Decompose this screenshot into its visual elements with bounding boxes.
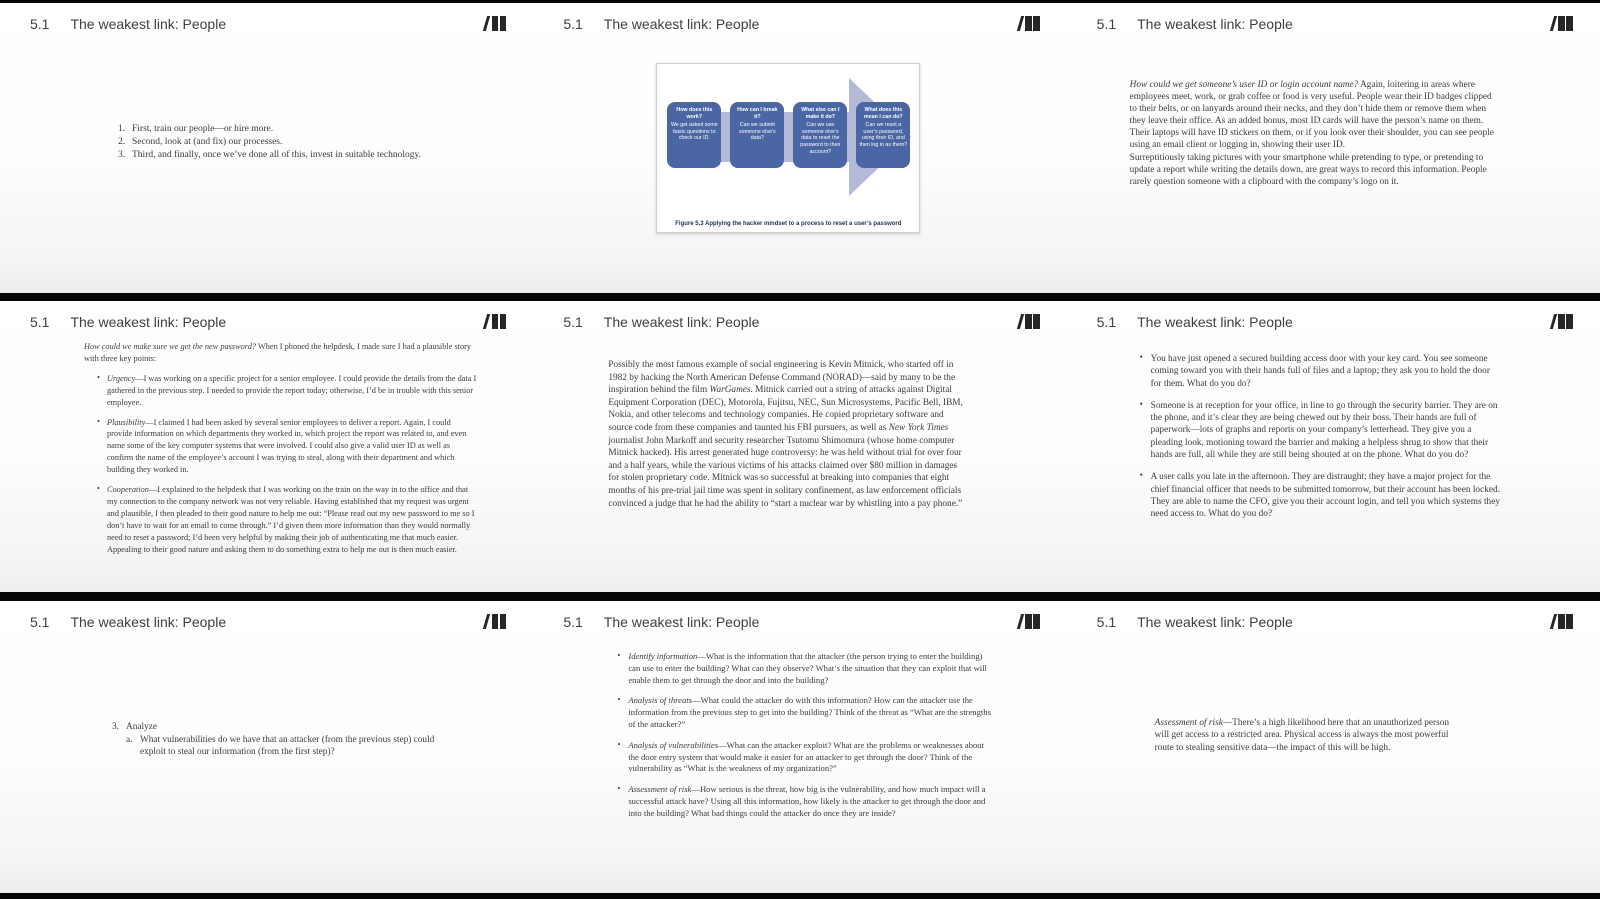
slide-thumbnail-9[interactable] — [1067, 601, 1600, 893]
bullet-text: —I explained to the helpdesk that I was working on the train on the way in to the office and that my connection to the company network was not very reliable. Having established that my request was urgent and plausible, I then pleaded to their good nature to help me out: “Please read out my new password to me so I don’t have to wait for an email to come through.” I’d given them more information than they would normally need to reset a password; I’d been very helpful by making their job of authenticating me that much easier. Appealing to their good nature and asking them to do something extra to help me out is then much easier. — [107, 485, 475, 554]
slide-header — [1097, 314, 1293, 330]
bullet-item — [616, 784, 996, 819]
paragraph-text: Possibly the most famous example of social engineering is Kevin Mitnick, who started off in 1982 by hacking the North American Defense Command (NORAD)—said by many to be the inspiration behind the film — [608, 360, 956, 396]
manning-logo-icon — [1552, 614, 1573, 629]
section-number: 5.1 — [563, 314, 583, 330]
body-text — [84, 341, 477, 556]
figure-5-3 — [656, 63, 920, 233]
slide-thumbnail-3[interactable] — [1067, 3, 1600, 293]
list-item — [118, 123, 466, 136]
italic-lead: Plausibility — [107, 417, 146, 427]
slide-thumbnail-8[interactable] — [533, 601, 1066, 893]
slide-title: The weakest link: People — [70, 314, 227, 330]
bullet-item — [96, 373, 477, 409]
list-item-text: Analyze — [126, 722, 157, 732]
sub-list-item — [126, 734, 457, 759]
slide-thumbnail-6[interactable] — [1067, 301, 1600, 592]
slide-header — [30, 314, 226, 330]
list-item-text: First, train our people—or hire more. — [132, 124, 274, 134]
slide-header — [563, 314, 759, 330]
figure-step-title: How does this work? — [676, 107, 713, 120]
section-number: 5.1 — [563, 16, 583, 32]
list-marker: 1. — [118, 124, 126, 134]
slide-thumbnail-1[interactable] — [0, 3, 533, 293]
bullet-text: —What could the attacker do with this information? How can the attacker use the information from the previous step to get into the building? Think of the threat as “What are the strengths of the attacker?” — [628, 695, 991, 729]
bullet-text: —I was working on a specific project for a senior employee. I could provide the details from the data I gathered in the previous step. I needed to provide the report today; otherwise, I’d be in trouble with this senior employee. — [107, 373, 477, 407]
italic-lead: Cooperation — [107, 485, 149, 495]
paragraph-text: Again, loitering in areas where employees meet, work, or grab coffee or food is very useful. People wear their ID badges clipped to their belts, or on lanyards around their necks, and they don’t hide them or remove them when they leave their office. As an added bonus, most ID cards will have the person’s name on them. — [1129, 80, 1492, 127]
manning-logo-icon — [1019, 614, 1040, 629]
manning-logo-icon — [1019, 314, 1040, 329]
slide-thumbnail-5[interactable] — [533, 301, 1066, 592]
slide-title: The weakest link: People — [1137, 16, 1293, 32]
italic-lead: How could we get someone’s user ID or login account name? — [1129, 80, 1359, 90]
body-text — [608, 359, 968, 510]
figure-step-title: How can I break it? — [737, 107, 778, 120]
paragraph-text: When I phoned the helpdesk, I made sure I had a plausible story with three key points: — [84, 342, 472, 363]
bullet-item — [96, 484, 477, 555]
film-title: WarGames — [709, 385, 751, 396]
slide-header — [563, 614, 759, 630]
manning-logo-icon — [1552, 314, 1573, 329]
list-item — [118, 149, 466, 162]
bullet-item — [616, 695, 996, 730]
divider-band — [0, 293, 1600, 301]
bullet-item: • Someone is at reception for your office, in line to go through the security barrier. They are on the phone, and it’s clear they are being chewed out by their boss. Their hands are full of paperwork—lots of graphs and reports on your company’s letterhead. They give you a pleading look, motioning toward the barrier and making a helpless shrug to show that their hands are full, all while they are still being shouted at on the phone. What do you do? — [1139, 400, 1501, 461]
paragraph: Surreptitiously taking pictures with your smartphone while pretending to type, or pretending to update a report while writing the details down, are great ways to record this information. People rarely question someone with a clipboard with the company’s logo on it. — [1129, 152, 1487, 187]
publication-title: New York Times — [888, 422, 949, 433]
slide-title: The weakest link: People — [1137, 614, 1293, 630]
section-number: 5.1 — [30, 614, 50, 630]
slide-row-1 — [0, 3, 1600, 293]
paragraph-text: journalist John Markoff and security researcher Tsutomu Shimomura (whose home computer Mitnick hacked). His arrest generated huge controversy: he was held without trial for over four and a half years, while the various victims of his attacks claimed over $80 million in damages for stolen proprietary code. Mitnick was so successful at breaking into companies that eight months of his pre-trial jail time was spent in solitary confinement, as law enforcement officials convinced a judge that he had the ability to “start a nuclear war by whistling into a pay phone.” — [608, 435, 963, 509]
bullet-text: —What can the attacker exploit? What are the problems or weaknesses about the door entry system that would make it easier for an attacker to get through the door? Think of the vulnerability as “What is the weakness of my organization?” — [628, 739, 984, 774]
figure-step-body: Can we use someone else’s data to reset the password to their account? — [800, 122, 841, 155]
slide-title: The weakest link: People — [70, 16, 227, 32]
figure-step-title: What else can I make it do? — [801, 107, 840, 120]
italic-lead: Identify information — [628, 651, 698, 661]
list-marker: 3. — [112, 722, 119, 732]
bullet-list — [616, 651, 996, 829]
slide-title: The weakest link: People — [603, 614, 760, 630]
figure-step-body: We get asked some basic questions to check our ID. — [670, 122, 718, 142]
slide-title: The weakest link: People — [70, 614, 227, 630]
section-number: 5.1 — [563, 614, 583, 630]
figure-step-body: Can we submit someone else’s data? — [738, 122, 776, 142]
manning-logo-icon — [1552, 16, 1573, 31]
italic-lead: Analysis of threats — [628, 695, 692, 706]
paragraph: Their laptops will have ID stickers on them, or if you look over their shoulder, you can see people using an email client or logging in, showing their user ID. — [1129, 128, 1494, 151]
bullet-item: • You have just opened a secured building access door with your key card. You see someone coming toward you with their hands full of files and a laptop; they ask you to hold the door for them. What do you do? — [1139, 353, 1501, 390]
figure-step-box — [793, 102, 847, 168]
list-item-text: Second, look at (and fix) our processes. — [132, 137, 283, 147]
slide-header — [563, 16, 759, 32]
list-item-text: Third, and finally, once we’ve done all of this, invest in suitable technology. — [132, 150, 421, 160]
manning-logo-icon — [485, 314, 506, 329]
list-item-text: What vulnerabilities do we have that an attacker (from the previous step) could exploit to steal our information (from the first step)? — [140, 734, 435, 757]
section-number: 5.1 — [1096, 614, 1117, 630]
slide-header — [1097, 614, 1293, 630]
italic-lead: How could we make sure we get the new password? — [84, 342, 256, 351]
figure-step-title: What does this mean I can do? — [864, 107, 903, 120]
paragraph — [1130, 79, 1496, 127]
divider-band — [0, 592, 1600, 601]
slide-title: The weakest link: People — [603, 16, 760, 32]
bullet-item — [616, 651, 996, 686]
manning-logo-icon — [485, 614, 506, 629]
section-number: 5.1 — [1096, 16, 1117, 32]
intro-paragraph — [84, 341, 477, 365]
body-text — [1130, 79, 1496, 188]
paragraph-text: —There’s a high likelihood here that an unauthorized person will get access to a restricted area. Physical access is always the most powerful route to stealing sensitive data—the impact of this will be high. — [1154, 718, 1449, 753]
slide-row-3 — [0, 601, 1600, 893]
italic-lead: Assessment of risk — [628, 784, 692, 795]
bullet-text: —I claimed I had been asked by several senior employees to deliver a report. Again, I could provide information on which departments they worked in, which project the report was related to, and even name some of the key computer systems that were involved. I could also give a valid user ID as well as confirm the name of the employee’s account I was trying to steal, along with their department and which building they worked in. — [107, 417, 467, 475]
slide-header — [30, 16, 226, 32]
slide-header — [1097, 16, 1293, 32]
section-number: 5.1 — [30, 314, 50, 330]
bullet-text: —How serious is the threat, how big is the vulnerability, and how much impact will a successful attack have? Using all this information, how likely is the attacker to get through the door and into the building? What bad things could the attacker do once they are inside? — [628, 784, 986, 818]
bullet-list — [1139, 353, 1501, 531]
slide-thumbnail-7[interactable] — [0, 601, 533, 893]
slide-header — [30, 614, 226, 630]
body-text — [1155, 717, 1457, 754]
list-marker: 3. — [118, 150, 126, 160]
italic-lead: Analysis of vulnerabilities — [628, 739, 719, 750]
bullet-text: —What is the information that the attacker (the person trying to enter the building) can use to enter the building? What can they observe? What’s the situation that they can exploit that will enable them to get through the door and into the building? — [628, 651, 987, 685]
list-marker: 2. — [118, 137, 126, 147]
ordered-list — [118, 123, 466, 162]
list-marker: a. — [126, 734, 133, 745]
list-item — [112, 721, 457, 734]
italic-lead: Assessment of risk — [1154, 718, 1223, 728]
slide-row-2 — [0, 301, 1600, 592]
slide-thumbnail-2[interactable] — [533, 3, 1066, 293]
divider-band — [0, 893, 1600, 899]
figure-step-box — [667, 102, 721, 168]
figure-caption: Figure 5.3 Applying the hacker mindset to a process to reset a user’s password — [675, 221, 902, 227]
figure-step-box — [730, 102, 784, 168]
manning-logo-icon — [1019, 16, 1040, 31]
section-number: 5.1 — [30, 16, 50, 32]
figure-step-body: Can we reset a user’s password, using their ID, and then log in as them? — [859, 122, 908, 148]
slide-title: The weakest link: People — [1137, 314, 1293, 330]
list-item — [118, 136, 466, 149]
italic-lead: Urgency — [107, 373, 136, 383]
figure-step-box — [856, 102, 910, 168]
bullet-item — [616, 740, 996, 775]
ordered-list — [112, 721, 457, 759]
paragraph-text: . Mitnick carried out a string of attacks against Digital Equipment Corporation (DEC), Motorola, Fujitsu, NEC, Sun Microsystems, Pacific Bell, IBM, Nokia, and other telecoms and technology companies. He copied proprietary software and source code from these companies and taunted his FBI pursuers, as well as — [608, 385, 963, 433]
manning-logo-icon — [485, 16, 506, 31]
section-number: 5.1 — [1096, 314, 1117, 330]
bullet-item — [96, 417, 477, 477]
slide-title: The weakest link: People — [603, 314, 760, 330]
slide-thumbnail-4[interactable] — [0, 301, 533, 592]
bullet-item: • A user calls you late in the afternoon. They are distraught; they have a major project for the chief financial officer that needs to be submitted tomorrow, but their account has been locked. They are able to name the CFO, give you their account login, and tell you which systems they need access to. What do you do? — [1139, 471, 1501, 520]
